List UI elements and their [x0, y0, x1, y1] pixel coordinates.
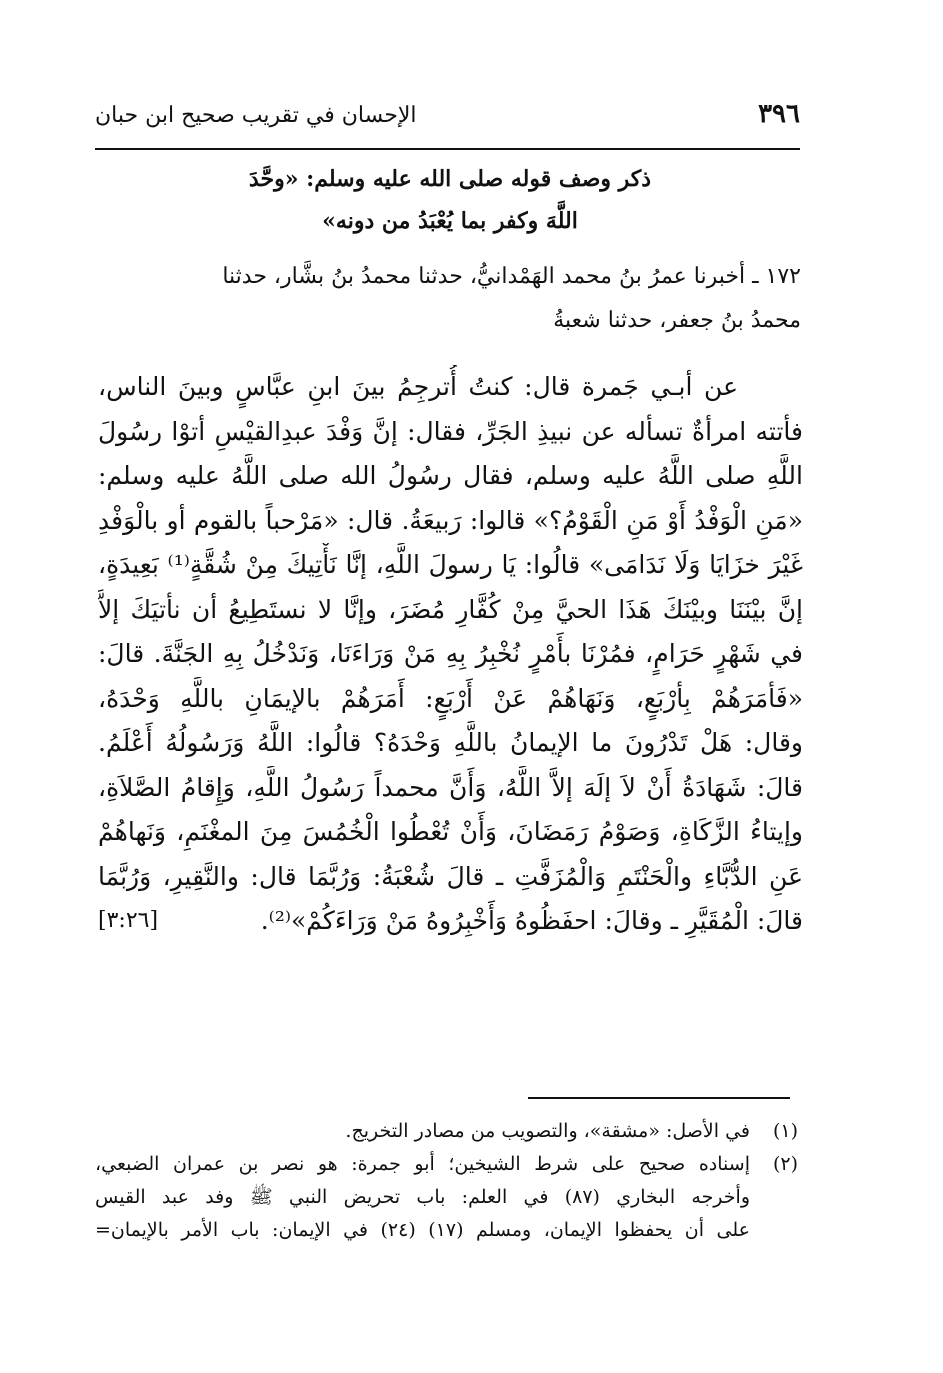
footnote-line: إسناده صحيح على شرط الشيخين؛ أبو جمرة: هو نصر بن عمران الضبعي، [95, 1153, 750, 1175]
running-title: الإحسان في تقريب صحيح ابن حبان [95, 103, 417, 128]
hadith-text-line: غَيْرَ خزَايَا وَلَا نَدَامَى» قالُوا: يَا رسولَ اللَّهِ، إنَّا نَأْتِيكَ مِنْ شُقَّةٍ⁽¹⁾ بَعِيدَةٍ، [98, 550, 803, 579]
footnote [95, 1115, 798, 1148]
hadith-text-line: عَنِ الدُّبَّاءِ والْحَنْتَمِ وَالْمُزَفَّتِ ـ قالَ شُعْبَةُ: وَرُبَّمَا قال: والنَّقِيرِ، وَرُبَّمَا [98, 861, 803, 891]
page-header [95, 95, 800, 137]
footnotes [95, 1115, 798, 1247]
hadith-text-line: وإيتاءُ الزَّكَاةِ، وَصَوْمُ رَمَضَانَ، وَأَنْ تُعْطُوا الْخُمُسَ مِنَ المغْنَمِ، وَنَهاهُمْ [98, 817, 803, 846]
hadith-text-line: عن أبـي جَمرة قال: كنتُ أُترجِمُ بينَ ابنِ عبَّاسٍ وبينَ الناس، [98, 372, 738, 401]
header-divider [95, 148, 800, 150]
footnote [95, 1148, 798, 1247]
hadith-text-line: في شَهْرٍ حَرَامٍ، فمُرْنَا بأَمْرٍ نُخْبِرُ بِهِ مَنْ وَرَاءَنَا، وَنَدْخُلُ بِهِ الجَنَّةَ. قالَ: [98, 639, 803, 668]
footnote-line: في الأصل: «مشقة»، والتصويب من مصادر التخريج. [345, 1120, 750, 1142]
hadith-text-line: وقال: هَلْ تَدْرُونَ ما الإيمانُ باللَّهِ وَحْدَهُ؟ قالُوا: اللَّهُ وَرَسُولُهُ أَعْلَمُ. [98, 728, 803, 757]
hadith-number-and-chain: ١٧٢ ـ أخبرنا عمرُ بنُ محمد الهَمْدانيُّ، حدثنا محمدُ بنُ بشَّار، حدثنا [222, 264, 801, 289]
hadith-text-line: إنَّ بيْنَنَا وبيْنَكَ هَذَا الحيَّ مِنْ كُفَّارِ مُضَرَ، وإنَّا لا نستَطِيعُ أن نأتيَكَ إلاَّ [98, 594, 803, 624]
hadith-text-line: قالَ: شَهَادَةُ أَنْ لاَ إلَهَ إلاَّ اللَّهُ، وَأَنَّ محمداً رَسُولُ اللَّهِ، وَإِقامُ الصَّلاَةِ، [98, 772, 803, 802]
hadith-reference: [٣:٢٦] [98, 908, 159, 933]
hadith-text-line: «مَنِ الْوَفْدُ أَوْ مَنِ الْقَوْمُ؟» قالوا: رَبيعَةُ. قال: «مَرْحباً بالقوم أو بالْوَفْدِ [98, 505, 803, 535]
hadith-text-line: قالَ: الْمُقَيَّرِ ـ وقالَ: احفَظُوهُ وَأَخْبِرُوهُ مَنْ وَرَاءَكُمْ»⁽²⁾. [260, 906, 803, 935]
hadith-text [98, 365, 803, 944]
chapter-heading-line: ذكر وصف قوله صلى الله عليه وسلم: «وحَّدَ [248, 166, 652, 192]
footnote-number: (١) [772, 1120, 798, 1142]
hadith-text-line: «فَأمَرَهُمْ بِأرْبَعٍ، وَنَهَاهُمْ عَنْ أَرْبَعٍ: أَمَرَهُمْ بالإيمَانِ باللَّهِ وَحْدَهُ، [98, 683, 803, 713]
footnote-line: على أن يحفظوا الإيمان، ومسلم (١٧) (٢٤) في الإيمان: باب الأمر بالإيمان= [95, 1219, 750, 1241]
hadith-chain-continuation: محمدُ بنُ جعفر، حدثنا شعبةُ [553, 308, 801, 333]
hadith-text-line: فأتته امرأةٌ تسأله عن نبيذِ الجَرِّ، فقال: إنَّ وَفْدَ عبدِالقيْسِ أتوْا رسُولَ [98, 416, 803, 446]
chapter-heading-line: اللَّهَ وكفر بما يُعْبَدُ من دونه» [322, 208, 578, 234]
hadith-chain [98, 255, 801, 343]
footnote-divider [528, 1097, 790, 1099]
page-number: ٣٩٦ [758, 99, 800, 129]
hadith-text-line: اللَّهِ صلى اللَّهُ عليه وسلم، فقال رسُولُ الله صلى اللَّهُ عليه وسلم: [98, 461, 803, 490]
footnote-line: وأخرجه البخاري (٨٧) في العلم: باب تحريض النبي ﷺ وفد عبد القيس [95, 1186, 750, 1208]
footnote-number: (٢) [772, 1153, 798, 1175]
chapter-heading [150, 158, 750, 242]
